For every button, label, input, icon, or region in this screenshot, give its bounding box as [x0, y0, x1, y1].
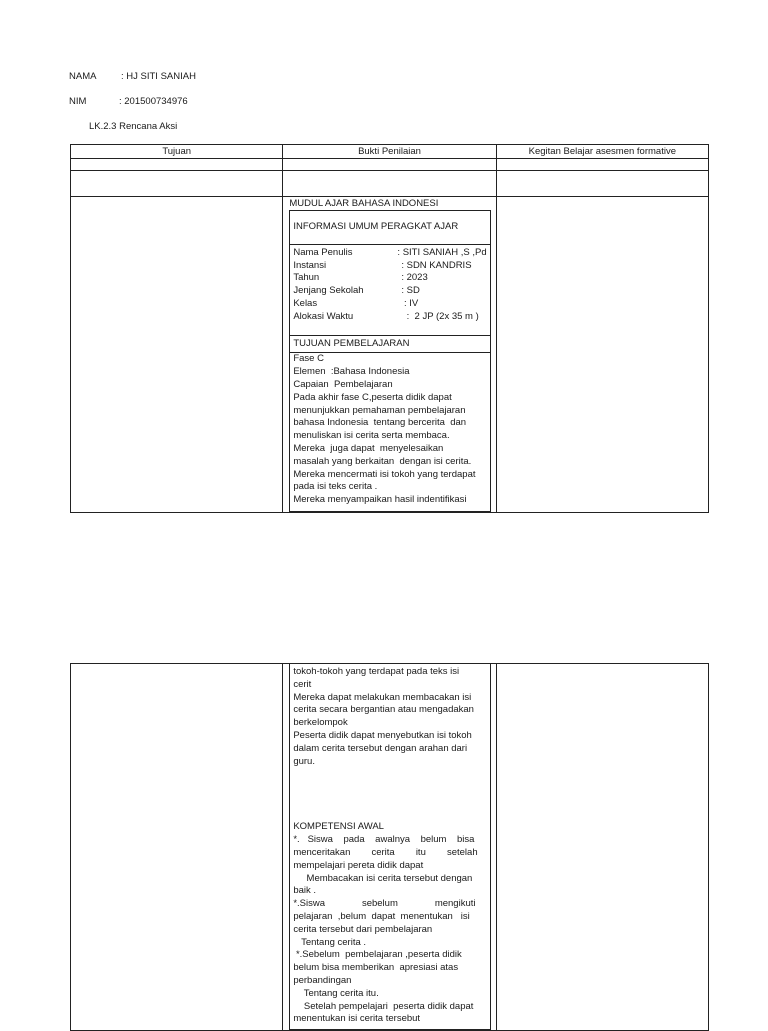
text-line: Membacakan isi cerita tersebut dengan: [293, 872, 473, 884]
info-row: [293, 260, 486, 273]
text-line: tokoh-tokoh yang terdapat pada teks isi: [293, 666, 460, 677]
tujuan-text: [290, 352, 489, 509]
table-row: [71, 664, 709, 1031]
nim-label: NIM: [69, 96, 87, 107]
info-key: Kelas: [293, 297, 318, 309]
text-line: mempelajari pereta didik dapat: [293, 859, 424, 871]
document-title: LK.2.3 Rencana Aksi: [89, 121, 178, 132]
kompetensi-title: KOMPETENSI AWAL: [293, 821, 384, 833]
info-row: [293, 298, 486, 311]
text-line: Peserta didik dapat menyebutkan isi tokoh: [293, 729, 472, 741]
info-row: [293, 247, 486, 260]
text-line: Tentang cerita .: [293, 936, 367, 948]
text-line: cerit: [293, 678, 312, 690]
info-key: Alokasi Waktu: [293, 310, 354, 322]
module-box: [289, 210, 490, 512]
rencana-aksi-table: [70, 144, 709, 513]
module-box-continued: [289, 664, 490, 1030]
text-line: *. Siswa pada awalnya belum bisa: [293, 834, 475, 846]
name-value: : HJ SITI SANIAH: [121, 71, 196, 82]
text-line: Setelah pempelajari peserta didik dapat: [293, 1000, 474, 1012]
kegiatan-cell: [496, 197, 708, 513]
text-line: bahasa Indonesia tentang bercerita dan: [293, 417, 467, 429]
text-line: perbandingan: [293, 974, 352, 986]
text-line: masalah yang berkaitan dengan isi cerita.: [293, 455, 472, 467]
info-row: [293, 272, 486, 285]
tujuan-cell: [71, 664, 283, 1031]
text-line: belum bisa memberikan apresiasi atas: [293, 962, 459, 974]
table-cell: [496, 159, 708, 171]
info-key: Nama Penulis: [293, 246, 353, 258]
header-bukti-penilaian: Bukti Penilaian: [283, 145, 496, 159]
table-row: [71, 171, 709, 197]
module-title: MUDUL AJAR BAHASA INDONESI: [289, 198, 439, 209]
info-row: [293, 311, 486, 324]
text-line: menceritakan cerita itu setelah: [293, 846, 478, 858]
name-label: NAMA: [69, 71, 97, 82]
bukti-penilaian-cell: [283, 664, 496, 1031]
text-line: menunjukkan pemahaman pembelajaran: [293, 404, 466, 416]
info-value: : SDN KANDRIS: [401, 259, 472, 271]
text-line: *.Sebelum pembelajaran ,peserta didik: [293, 949, 462, 961]
header-tujuan: Tujuan: [71, 145, 283, 159]
table-row: [71, 159, 709, 171]
text-line: menentukan isi cerita tersebut: [293, 1013, 421, 1025]
table-cell: [283, 159, 496, 171]
table-cell: [496, 171, 708, 197]
table-cell: [71, 171, 283, 197]
text-line: pelajaran ,belum dapat menentukan isi: [293, 910, 470, 922]
kegiatan-cell: [496, 664, 708, 1031]
table-cell: [71, 159, 283, 171]
info-key: Instansi: [293, 259, 327, 271]
text-line: cerita tersebut dari pembelajaran: [293, 923, 433, 935]
text-line: Tentang cerita itu.: [293, 987, 379, 999]
tujuan-title: TUJUAN PEMBELAJARAN: [290, 335, 489, 353]
info-key: Tahun: [293, 272, 320, 284]
table-header-row: [71, 145, 709, 159]
text-line: Capaian Pembelajaran: [293, 378, 393, 390]
text-line: cerita secara bergantian atau mengadakan: [293, 704, 474, 716]
text-line: Fase C: [293, 353, 324, 365]
text-line: Mereka menyampaikan hasil indentifikasi: [293, 494, 467, 506]
text-line: menuliskan isi cerita serta membaca.: [293, 430, 450, 442]
text-line: berkelompok: [293, 717, 348, 729]
text-line: Mereka mencermati isi tokoh yang terdapat: [293, 468, 476, 480]
info-value: : 2 JP (2x 35 m ): [401, 310, 479, 322]
text-line: baik .: [293, 885, 317, 897]
info-row: [293, 285, 486, 298]
text-line: Elemen :Bahasa Indonesia: [293, 366, 410, 378]
text-line: Mereka juga dapat menyelesaikan: [293, 442, 444, 454]
info-title: INFORMASI UMUM PERAGKAT AJAR: [293, 221, 459, 232]
text-line: pada isi teks cerita .: [293, 481, 378, 493]
info-value: : SD: [401, 285, 420, 297]
info-value: : IV: [401, 297, 419, 309]
text-line: Mereka dapat melakukan membacakan isi: [293, 691, 472, 703]
info-list: [290, 244, 489, 335]
text-line: guru.: [293, 755, 315, 767]
nim-value: : 201500734976: [119, 96, 188, 107]
table-row: [71, 197, 709, 513]
info-key: Jenjang Sekolah: [293, 285, 364, 297]
text-line: dalam cerita tersebut dengan arahan dari: [293, 742, 468, 754]
table-cell: [283, 171, 496, 197]
tujuan-cell: [71, 197, 283, 513]
bukti-penilaian-cell: [283, 197, 496, 513]
header-kegiatan-belajar: Kegitan Belajar asesmen formative: [496, 145, 708, 159]
text-line: Pada akhir fase C,peserta didik dapat: [293, 391, 452, 403]
kompetensi-text: [290, 834, 489, 1026]
info-value: : 2023: [401, 272, 428, 284]
continued-text: [290, 664, 489, 770]
rencana-aksi-table-continued: [70, 663, 709, 1031]
info-value: : SITI SANIAH ,S ,Pd: [397, 246, 487, 258]
text-line: *.Siswa sebelum mengikuti: [293, 898, 476, 910]
